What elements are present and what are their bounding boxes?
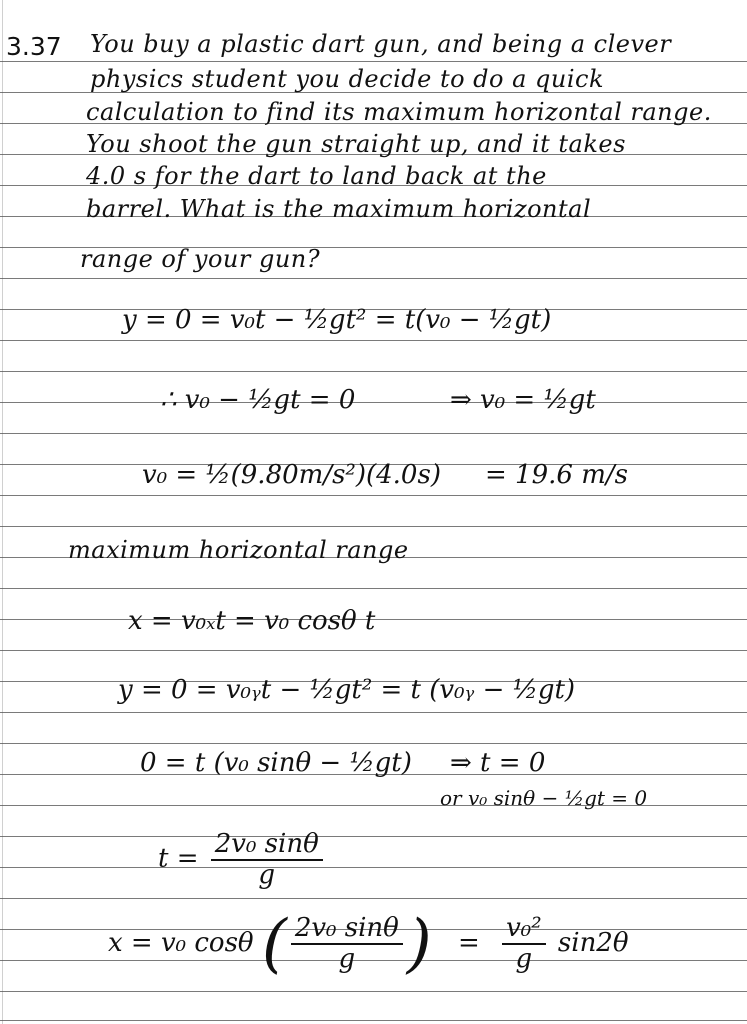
ruled-line <box>0 991 747 992</box>
ruled-line <box>0 650 747 651</box>
range-result-fraction <box>502 914 546 973</box>
range-result-denominator: g <box>515 944 533 974</box>
problem-line-2: physics student you decide to do a quick <box>90 65 605 93</box>
ruled-line <box>0 526 747 527</box>
left-paren: ( <box>261 907 287 981</box>
equation-time-zero: ⇒ t = 0 <box>450 748 546 778</box>
equation-horizontal-position: x = v₀ₓt = v₀ cosθ t <box>128 606 376 636</box>
right-paren: ) <box>406 907 432 981</box>
equation-solve-v0-right: ⇒ v₀ = ½gt <box>450 385 596 415</box>
time-of-flight <box>158 830 327 889</box>
time-lhs: t = <box>158 843 199 874</box>
range-result-numerator: v₀² <box>502 914 546 945</box>
problem-line-5: 4.0 s for the dart to land back at the <box>86 162 547 190</box>
ruled-line <box>0 402 747 403</box>
ruled-line <box>0 588 747 589</box>
time-denominator: g <box>258 859 276 890</box>
problem-line-7: range of your gun? <box>80 245 321 273</box>
time-numerator: 2v₀ sinθ <box>211 830 323 861</box>
range-lhs: x = v₀ cosθ <box>108 928 254 958</box>
ruled-line <box>0 743 747 744</box>
problem-number: 3.37 <box>6 32 62 61</box>
range-result-tail: sin2θ <box>557 928 629 958</box>
equation-time-alternative: or v₀ sinθ − ½gt = 0 <box>440 786 648 810</box>
time-fraction <box>211 830 323 889</box>
ruled-line <box>0 433 747 434</box>
ruled-line <box>0 867 747 868</box>
ruled-line <box>0 1020 747 1021</box>
equation-vertical-motion: y = 0 = v₀t − ½gt² = t(v₀ − ½gt) <box>122 305 552 335</box>
range-equation <box>108 907 629 981</box>
range-inner-denominator: g <box>338 944 356 974</box>
ruled-line <box>0 278 747 279</box>
equation-time-factored: 0 = t (v₀ sinθ − ½gt) <box>140 748 412 778</box>
ruled-line <box>0 371 747 372</box>
problem-line-4: You shoot the gun straight up, and it takes <box>86 130 626 158</box>
range-inner-fraction <box>291 914 403 973</box>
ruled-line <box>0 712 747 713</box>
section-heading: maximum horizontal range <box>68 536 409 564</box>
equation-v0-result: = 19.6 m/s <box>485 460 628 490</box>
equation-vertical-position: y = 0 = v₀ᵧt − ½gt² = t (v₀ᵧ − ½gt) <box>118 675 576 705</box>
ruled-line <box>0 340 747 341</box>
problem-line-1: You buy a plastic dart gun, and being a clever <box>90 30 672 58</box>
equation-solve-v0-left: ∴ v₀ − ½gt = 0 <box>160 385 356 415</box>
ruled-line <box>0 898 747 899</box>
ruled-line <box>0 61 747 62</box>
range-equals: = <box>458 928 480 958</box>
range-inner-numerator: 2v₀ sinθ <box>291 914 403 945</box>
problem-line-3: calculation to find its maximum horizontal range. <box>86 98 712 126</box>
ruled-line <box>0 495 747 496</box>
ruled-line <box>0 836 747 837</box>
problem-line-6: barrel. What is the maximum horizontal <box>86 195 592 223</box>
equation-v0-numeric: v₀ = ½(9.80m/s²)(4.0s) <box>142 460 441 490</box>
